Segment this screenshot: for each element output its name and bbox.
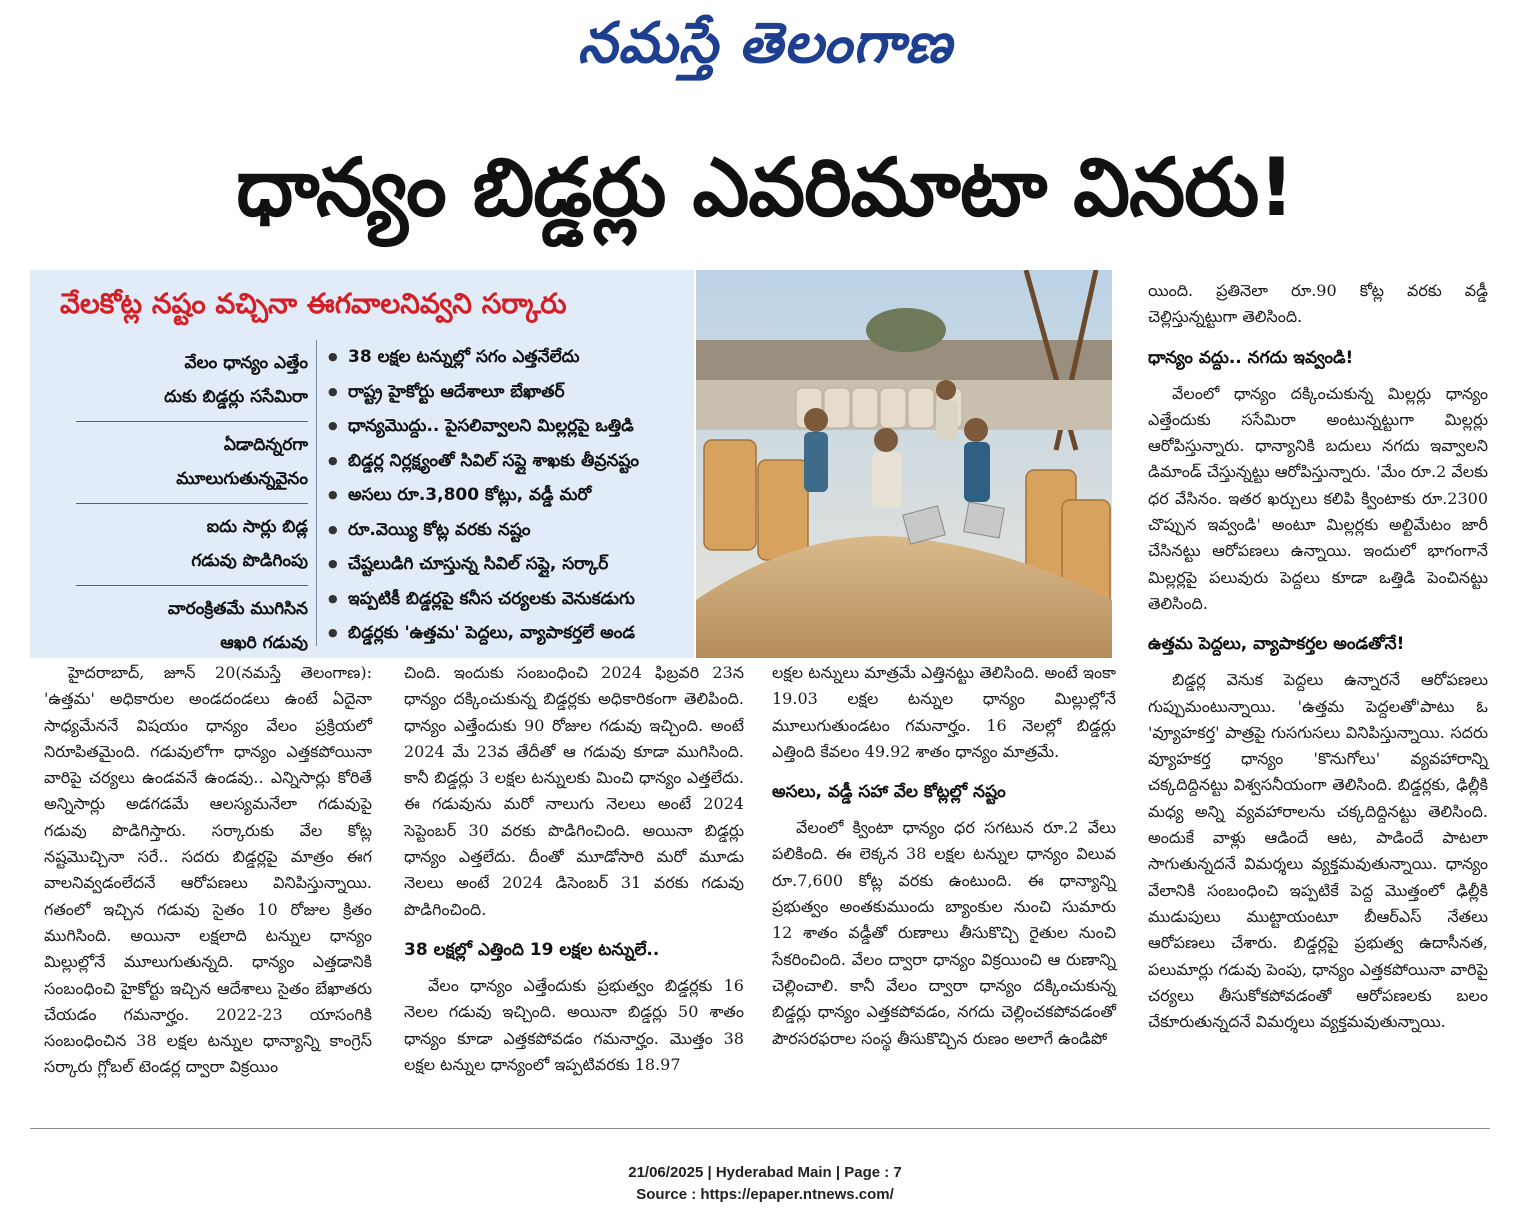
section-heading: ఉత్తమ పెద్దలు, వ్యాపాకర్తల అండతోనే! <box>1148 634 1405 655</box>
key-point: వేలం ధాన్యం ఎత్తేం దుకు బిడ్డర్లు ససేమిరా <box>76 340 308 422</box>
body-paragraph: హైదరాబాద్, జూన్ 20(నమస్తే తెలంగాణ): 'ఉత్తమ' అధికారుల అండదండలు ఉంటే ఏదైనా సాధ్యమేననే విషయం ధాన్యం వేలం ప్రక్రియలో నిరూపితమైంది. గడువులోగా ధాన్యం ఎత్తకపోయినా వారిపై చర్యలు ఉండవనే ఉండవు.. ఎన్నిసార్లు కోరితే అన్నిసార్లు అడగడమే ఆలస్యమనేలా గడువుపై గడువు పొడిగిస్తారు. సర్కారుకు వేల కోట్ల నష్టమొచ్చినా సరే.. సదరు బిడ్డర్లపై మాత్రం ఈగ వాలనివ్వడంలేదనే ఆరోపణలు వినిపిస్తున్నాయి. గతంలో ఇచ్చిన గడువు సైతం 10 రోజుల క్రితం ముగిసింది. అయినా లక్షలాది టన్నుల ధాన్యం మిల్లుల్లోనే మూలుగుతున్నది. ధాన్యం ఎత్తడానికి సంబంధించి హైకోర్టు ఇచ్చిన ఆదేశాలు సైతం బేఖాతరు చేయడం గమనార్హం. 2022-23 యాసంగికి సంబంధించిన 38 లక్షల టన్నుల ధాన్యాన్ని కాంగ్రెస్ సర్కారు గ్లోబల్ టెండర్ల ద్వారా విక్రయిం <box>44 663 372 1077</box>
footer-source-link[interactable]: Source : https://epaper.ntnews.com/ <box>636 1186 894 1203</box>
footer-date-edition: 21/06/2025 | Hyderabad Main | Page : 7 <box>628 1164 902 1181</box>
body-paragraph: వేలం ధాన్యం ఎత్తేందుకు ప్రభుత్వం బిడ్డర్లకు 16 నెలల గడువు ఇచ్చింది. అయినా బిడ్డర్లు 50 శాతం ధాన్యం కూడా ఎత్తకపోవడం గమనార్హం. మొత్తం 38 లక్షల టన్నుల ధాన్యంలో ఇప్పటివరకు 18.97 <box>404 975 744 1074</box>
bullet-item: ● ధాన్యమొద్దు.. పైసలివ్వాలని మిల్లర్లపై ఒత్తిడి <box>328 409 688 444</box>
footer-divider <box>30 1128 1490 1129</box>
article-column-1 <box>44 660 372 1081</box>
body-paragraph: చింది. ఇందుకు సంబంధించి 2024 ఫిబ్రవరి 23న ధాన్యం దక్కించుకున్న బిడ్డర్లకు అధికారికంగా తెలిపింది. ధాన్యం ఎత్తేందుకు 90 రోజుల గడువు ఇచ్చింది. అంటే 2024 మే 23వ తేదీతో ఆ గడువు కూడా ముగిసింది. కానీ బిడ్డర్లు 3 లక్షల టన్నులకు మించి ధాన్యం ఎత్తలేదు. ఈ గడువును మరో నాలుగు నెలలు అంటే 2024 సెప్టెంబర్ 30 వరకు పొడిగించింది. అయినా బిడ్డర్లు ధాన్యం ఎత్తలేదు. దీంతో మూడోసారి మరో మూడు నెలలు అంటే 2024 డిసెంబర్ 31 వరకు గడువు పొడిగించింది. <box>404 663 744 919</box>
key-point: వారంక్రితమే ముగిసిన ఆఖరి గడువు <box>167 599 308 653</box>
bullet-list <box>328 340 688 651</box>
masthead-logo: నమస్తే తెలంగాణ <box>577 10 953 76</box>
body-paragraph: యింది. ప్రతినెలా రూ.90 కోట్ల వరకు వడ్డీ చెల్లిస్తున్నట్టుగా తెలిసింది. <box>1148 281 1488 327</box>
section-heading: ధాన్యం వద్దు.. నగదు ఇవ్వండి! <box>1148 347 1354 368</box>
workers-with-grain-sacks-photo <box>696 270 1112 658</box>
bullet-item: ● ఇప్పటికీ బిడ్డర్లపై కనీస చర్యలకు వెనుకడుగు <box>328 582 688 617</box>
article-column-2 <box>404 660 744 1078</box>
key-point: ఏడాదిన్నరగా మూలుగుతున్నవైనం <box>76 422 308 504</box>
bullet-item: ● అసలు రూ.3,800 కోట్లు, వడ్డీ మరో <box>328 478 688 513</box>
bullet-item: ● రాష్ట్ర హైకోర్టు ఆదేశాలూ బేఖాతర్ <box>328 375 688 410</box>
headline: ధాన్యం బిడ్డర్లు ఎవరిమాటా వినరు! <box>236 141 1294 234</box>
key-points-left <box>76 340 308 667</box>
body-paragraph: వేలంలో ధాన్యం దక్కించుకున్న మిల్లర్లు ధాన్యం ఎత్తేందుకు ససేమిరా అంటున్నట్టుగా మిల్లర్లు ఆరోపిస్తున్నారు. ధాన్యానికి బదులు నగదు ఇవ్వాలని డిమాండ్ చేస్తున్నట్టు ఆరోపిస్తున్నారు. 'మేం రూ.2 వేలకు ధర వేసినం. ఇతర ఖర్చులు కలిపి క్వింటాకు రూ.2300 చొప్పున ఇవ్వండి' అంటూ మిల్లర్లకు అల్టిమేటం జారీ చేసినట్టు ఆరోపణలు ఉన్నాయి. ఇందులో భాగంగానే మిల్లర్లపై పలువురు పెద్దలు కూడా ఒత్తిడి పెంచినట్టు తెలిసింది. <box>1148 383 1488 613</box>
subheadline: వేలకోట్ల నష్టం వచ్చినా ఈగవాలనివ్వని సర్కారు <box>60 287 567 320</box>
bullet-item: ● బిడ్డర్ల నిర్లక్ష్యంతో సివిల్ సప్లై శాఖకు తీవ్రనష్టం <box>328 444 688 479</box>
divider <box>316 340 317 646</box>
section-heading: అసలు, వడ్డీ సహా వేల కోట్లల్లో నష్టం <box>772 782 1006 803</box>
key-point: ఐదు సార్లు బిడ్ల గడువు పొడిగింపు <box>76 504 308 586</box>
body-paragraph: లక్షల టన్నులు మాత్రమే ఎత్తినట్టు తెలిసింది. అంటే ఇంకా 19.03 లక్షల టన్నుల ధాన్యం మిల్లుల్లోనే మూలుగుతుండటం గమనార్హం. 16 నెలల్లో బిడ్డర్లు ఎత్తింది కేవలం 49.92 శాతం ధాన్యం మాత్రమే. <box>772 663 1116 761</box>
section-heading: 38 లక్షల్లో ఎత్తింది 19 లక్షల టన్నులే.. <box>404 939 660 960</box>
body-paragraph: బిడ్డర్ల వెనుక పెద్దలు ఉన్నారనే ఆరోపణలు గుప్పుమంటున్నాయి. 'ఉత్తమ పెద్దలతో'పాటు ఓ 'వ్యూహకర్త' పాత్రపై గుసగుసలు వినిపిస్తున్నాయి. సదరు వ్యూహకర్త ధాన్యం 'కొనుగోలు' వ్యవహారాన్ని చక్కదిద్దినట్టు విశ్వసనీయంగా తెలిసింది. బిడ్డర్లకు, ఢిల్లీకి మధ్య అన్ని వ్యవహారాలను చక్కదిద్దినట్టు తెలిసింది. అందుకే వాళ్లు ఆడిందే ఆట, పాడిందే పాటలా సాగుతున్నదనే విమర్శలు వ్యక్తమవుతున్నాయి. ధాన్యం వేలానికి సంబంధించి ఇప్పటికే పెద్ద మొత్తంలో ఢిల్లీకి ముడుపులు ముట్టాయంటూ బీఆర్ఎస్ నేతలు ఆరోపణలు చేశారు. బిడ్డర్లపై ప్రభుత్వ ఉదాసీనత, పలుమార్లు గడువు పెంపు, ధాన్యం ఎత్తకపోయినా వారిపై చర్యలు తీసుకోకపోవడంతో ఆరోపణలకు బలం చేకూరుతున్నదనే విమర్శలు వ్యక్తమవుతున్నాయి. <box>1148 670 1488 1032</box>
bullet-item: ● 38 లక్షల టన్నుల్లో సగం ఎత్తనేలేదు <box>328 340 688 375</box>
news-photo <box>696 270 1112 658</box>
bullet-item: ● బిడ్డర్లకు 'ఉత్తమ' పెద్దలు, వ్యాపాకర్తలే అండ <box>328 616 688 651</box>
body-paragraph: వేలంలో క్వింటా ధాన్యం ధర సగటున రూ.2 వేలు పలికింది. ఈ లెక్కన 38 లక్షల టన్నుల ధాన్యం విలువ రూ.7,600 కోట్ల వరకు ఉంటుంది. ఈ ధాన్యాన్ని ప్రభుత్వం అంతకుముందు బ్యాంకుల నుంచి సుమారు 12 శాతం వడ్డీతో రుణాలు తీసుకొచ్చి రైతుల నుంచి సేకరించింది. వేలం ద్వారా ధాన్యం విక్రయించి ఆ రుణాన్ని చెల్లించాలి. కానీ వేలం ద్వారా ధాన్యం దక్కించుకున్న బిడ్డర్లు ధాన్యం ఎత్తకపోవడం, నగదు చెల్లించకపోవడంతో పౌరసరఫరాల సంస్థ తీసుకొచ్చిన రుణం అలాగే ఉండిపో <box>772 818 1116 1048</box>
highlights-box <box>30 270 694 658</box>
article-column-3 <box>772 660 1116 1052</box>
article-column-4 <box>1148 278 1488 1035</box>
bullet-item: ● చేష్టలుడిగి చూస్తున్న సివిల్ సప్లై, సర్కార్ <box>328 547 688 582</box>
bullet-item: ● రూ.వెయ్యి కోట్ల వరకు నష్టం <box>328 513 688 548</box>
